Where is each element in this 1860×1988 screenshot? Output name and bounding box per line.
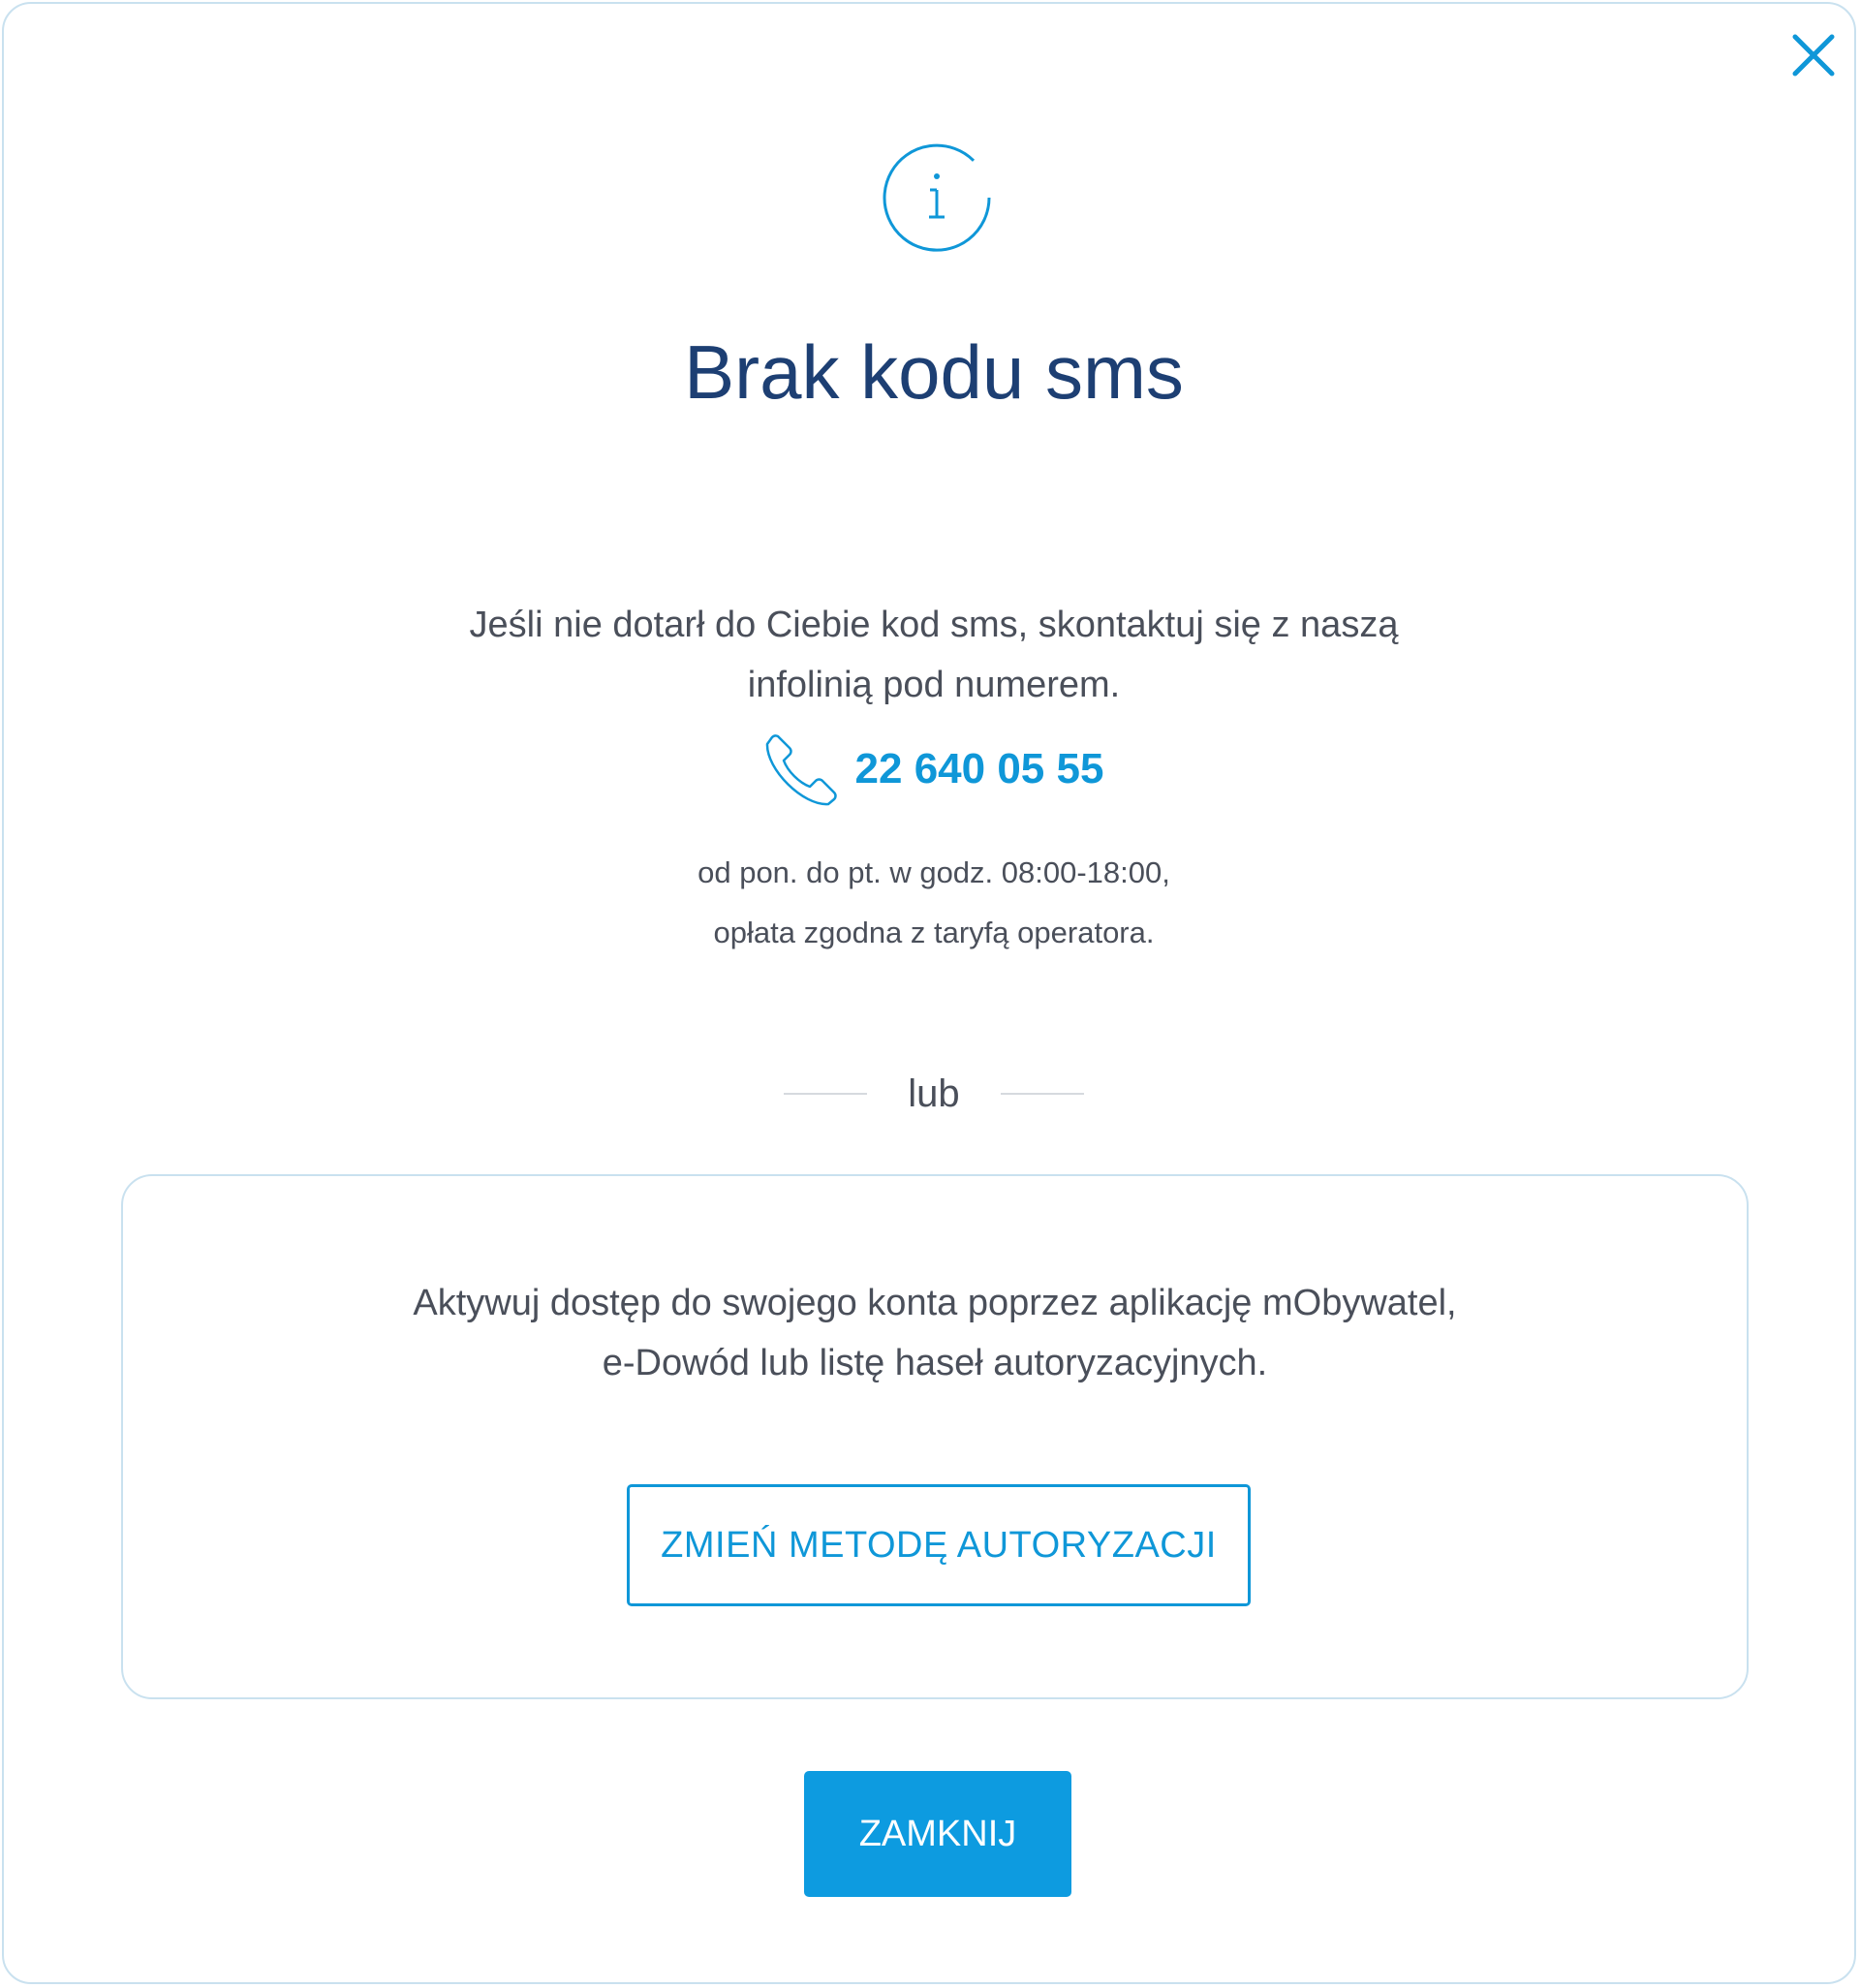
phone-number-link[interactable]: 22 640 05 55 bbox=[854, 745, 1104, 792]
phone-icon bbox=[764, 732, 838, 806]
close-icon bbox=[1789, 31, 1838, 79]
change-auth-method-button[interactable]: ZMIEŃ METODĘ AUTORYZACJI bbox=[627, 1484, 1251, 1606]
or-divider bbox=[4, 1065, 1860, 1123]
info-icon bbox=[881, 141, 993, 254]
description-line-2: infolinią pod numerem. bbox=[747, 665, 1121, 705]
description-line-1: Jeśli nie dotarł do Ciebie kod sms, skontaktuj się z naszą bbox=[469, 605, 1399, 645]
alternative-text bbox=[123, 1273, 1747, 1393]
dialog-title: Brak kodu sms bbox=[684, 329, 1184, 415]
alternative-text-line-2: e-Dowód lub listę haseł autoryzacyjnych. bbox=[602, 1343, 1268, 1383]
hotline-hours bbox=[4, 843, 1860, 963]
or-label: lub bbox=[908, 1072, 960, 1115]
alternative-text-line-1: Aktywuj dostęp do swojego konta poprzez aplikację mObywatel, bbox=[413, 1283, 1457, 1323]
divider-line-left bbox=[784, 1093, 867, 1095]
alternative-method-box bbox=[121, 1174, 1749, 1699]
close-dialog-button[interactable] bbox=[1789, 31, 1838, 79]
divider-line-right bbox=[1001, 1093, 1084, 1095]
description bbox=[401, 595, 1467, 715]
close-button[interactable]: ZAMKNIJ bbox=[804, 1771, 1071, 1897]
dialog bbox=[2, 2, 1856, 1984]
hours-line-2: opłata zgodna z taryfą operatora. bbox=[713, 916, 1155, 949]
hotline-row bbox=[4, 732, 1860, 806]
hours-line-1: od pon. do pt. w godz. 08:00-18:00, bbox=[698, 855, 1170, 889]
